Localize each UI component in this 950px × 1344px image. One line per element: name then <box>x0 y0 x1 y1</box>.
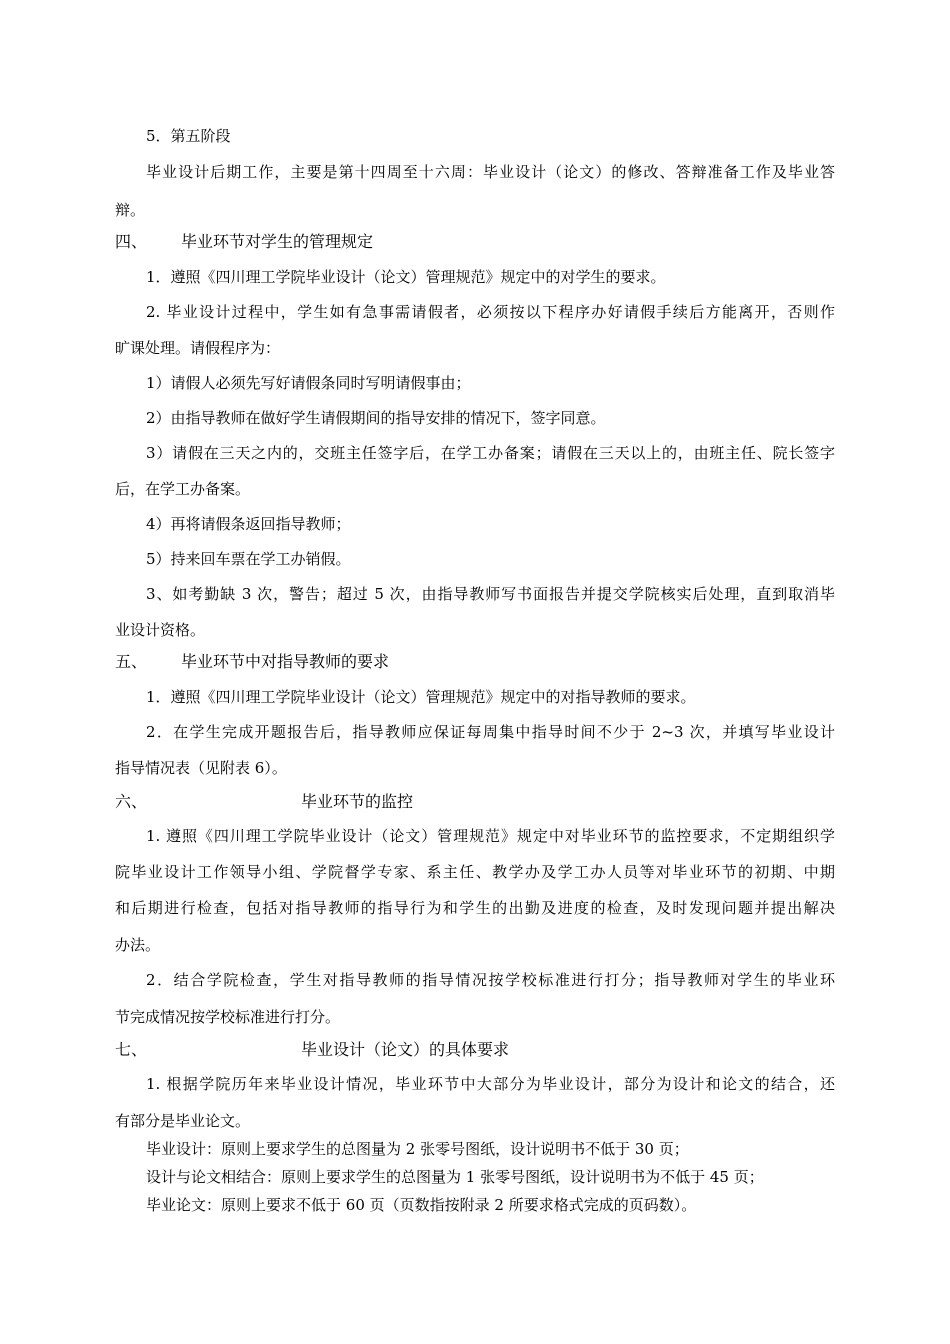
paragraph-line: 后，在学工办备案。 <box>115 480 251 498</box>
paragraph-line: 指导情况表（见附表 6）。 <box>115 759 287 777</box>
list-item: 4）再将请假条返回指导教师； <box>146 515 351 533</box>
paragraph-line: 2．在学生完成开题报告后，指导教师应保证每周集中指导时间不少于 2~3 次，并填写毕业设计 <box>146 723 835 741</box>
paragraph-line: 办法。 <box>115 936 161 954</box>
paragraph-line: 业设计资格。 <box>115 621 206 639</box>
paragraph-line: 院毕业设计工作领导小组、学院督学专家、系主任、教学办及学工办人员等对毕业环节的初期、中期 <box>115 863 835 881</box>
list-item: 2）由指导教师在做好学生请假期间的指导安排的情况下，签字同意。 <box>146 409 606 427</box>
paragraph-line: 旷课处理。请假程序为： <box>115 339 281 357</box>
section-title: 毕业环节中对指导教师的要求 <box>181 652 390 671</box>
list-item: 5）持来回车票在学工办销假。 <box>146 550 351 568</box>
requirement-line: 毕业设计：原则上要求学生的总图量为 2 张零号图纸，设计说明书不低于 30 页； <box>146 1140 689 1158</box>
requirement-line: 毕业论文：原则上要求不低于 60 页（页数指按附录 2 所要求格式完成的页码数）。 <box>146 1196 697 1214</box>
section-number: 六、 <box>115 792 148 811</box>
paragraph-line: 节完成情况按学校标准进行打分。 <box>115 1008 341 1026</box>
paragraph-line: 毕业设计后期工作，主要是第十四周至十六周：毕业设计（论文）的修改、答辩准备工作及毕业答 <box>146 163 835 181</box>
paragraph-line: 1．遵照《四川理工学院毕业设计（论文）管理规范》规定中的对指导教师的要求。 <box>146 688 696 706</box>
paragraph-line: 和后期进行检查，包括对指导教师的指导行为和学生的出勤及进度的检查，及时发现问题并提出解决 <box>115 899 835 917</box>
section-number: 七、 <box>115 1040 148 1059</box>
stage-5-title: 5．第五阶段 <box>146 127 231 145</box>
requirement-line: 设计与论文相结合：原则上要求学生的总图量为 1 张零号图纸，设计说明书为不低于 45 页； <box>146 1168 764 1186</box>
section-title: 毕业环节的监控 <box>301 792 414 811</box>
section-title: 毕业设计（论文）的具体要求 <box>301 1040 510 1059</box>
section-number: 四、 <box>115 232 148 251</box>
section-title: 毕业环节对学生的管理规定 <box>181 232 374 251</box>
paragraph-line: 辩。 <box>115 201 146 219</box>
paragraph-line: 有部分是毕业论文。 <box>115 1112 251 1130</box>
paragraph-line: 1．遵照《四川理工学院毕业设计（论文）管理规范》规定中的对学生的要求。 <box>146 268 666 286</box>
paragraph-line: 1. 遵照《四川理工学院毕业设计（论文）管理规范》规定中对毕业环节的监控要求，不定期组织学 <box>146 827 835 845</box>
section-number: 五、 <box>115 652 148 671</box>
paragraph-line: 3、如考勤缺 3 次，警告；超过 5 次，由指导教师写书面报告并提交学院核实后处理，直到取消毕 <box>146 585 835 603</box>
list-item: 3）请假在三天之内的，交班主任签字后，在学工办备案；请假在三天以上的，由班主任、院长签字 <box>146 444 835 462</box>
paragraph-line: 1. 根据学院历年来毕业设计情况，毕业环节中大部分为毕业设计，部分为设计和论文的结合，还 <box>146 1075 835 1093</box>
list-item: 1）请假人必须先写好请假条同时写明请假事由； <box>146 374 471 392</box>
paragraph-line: 2. 毕业设计过程中，学生如有急事需请假者，必须按以下程序办好请假手续后方能离开，否则作 <box>146 303 835 321</box>
paragraph-line: 2．结合学院检查，学生对指导教师的指导情况按学校标准进行打分；指导教师对学生的毕业环 <box>146 971 835 989</box>
